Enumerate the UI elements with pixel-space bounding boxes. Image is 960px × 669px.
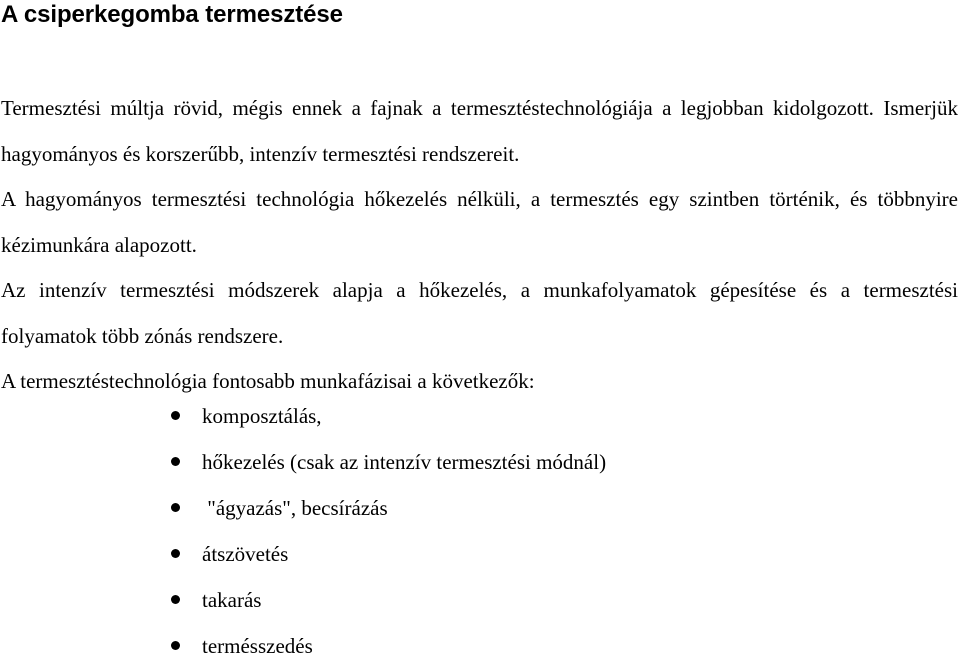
paragraph-intensive: Az intenzív termesztési módszerek alapja a hőkezelés, a munkafolyamatok gépesítése és a termesztési folyamatok több zónás rendszere. xyxy=(1,278,958,348)
list-item-text: termésszedés xyxy=(202,634,313,658)
list-item-text: átszövetés xyxy=(202,542,289,566)
paragraph-phases-intro: A termesztéstechnológia fontosabb munkafázisai a következők: xyxy=(1,369,535,393)
work-phases-list xyxy=(0,393,606,669)
list-item xyxy=(0,485,606,531)
list-item-text: hőkezelés (csak az intenzív termesztési módnál) xyxy=(202,450,607,474)
bullet-icon xyxy=(171,503,180,512)
list-item-text: takarás xyxy=(202,588,262,612)
bullet-icon xyxy=(171,641,180,650)
bullet-icon xyxy=(171,549,180,558)
bullet-icon xyxy=(171,457,180,466)
paragraph-history: Termesztési múltja rövid, mégis ennek a fajnak a termesztéstechnológiája a legjobban kidolgozott. Ismerjük hagyományos és korszerűbb, intenzív termesztési rendszereit. xyxy=(1,96,958,166)
list-item xyxy=(0,531,606,577)
list-item-text: komposztálás, xyxy=(202,404,322,428)
list-item xyxy=(0,439,606,485)
list-item-text: "ágyazás", becsírázás xyxy=(202,496,388,520)
list-item xyxy=(0,577,606,623)
bullet-icon xyxy=(171,595,180,604)
document-body xyxy=(1,86,958,405)
list-item xyxy=(0,393,606,439)
paragraph-traditional: A hagyományos termesztési technológia hőkezelés nélküli, a termesztés egy szintben történik, és többnyire kézimunkára alapozott. xyxy=(1,187,958,257)
page-title: A csiperkegomba termesztése xyxy=(1,1,343,28)
bullet-icon xyxy=(171,411,180,420)
list-item xyxy=(0,623,606,669)
